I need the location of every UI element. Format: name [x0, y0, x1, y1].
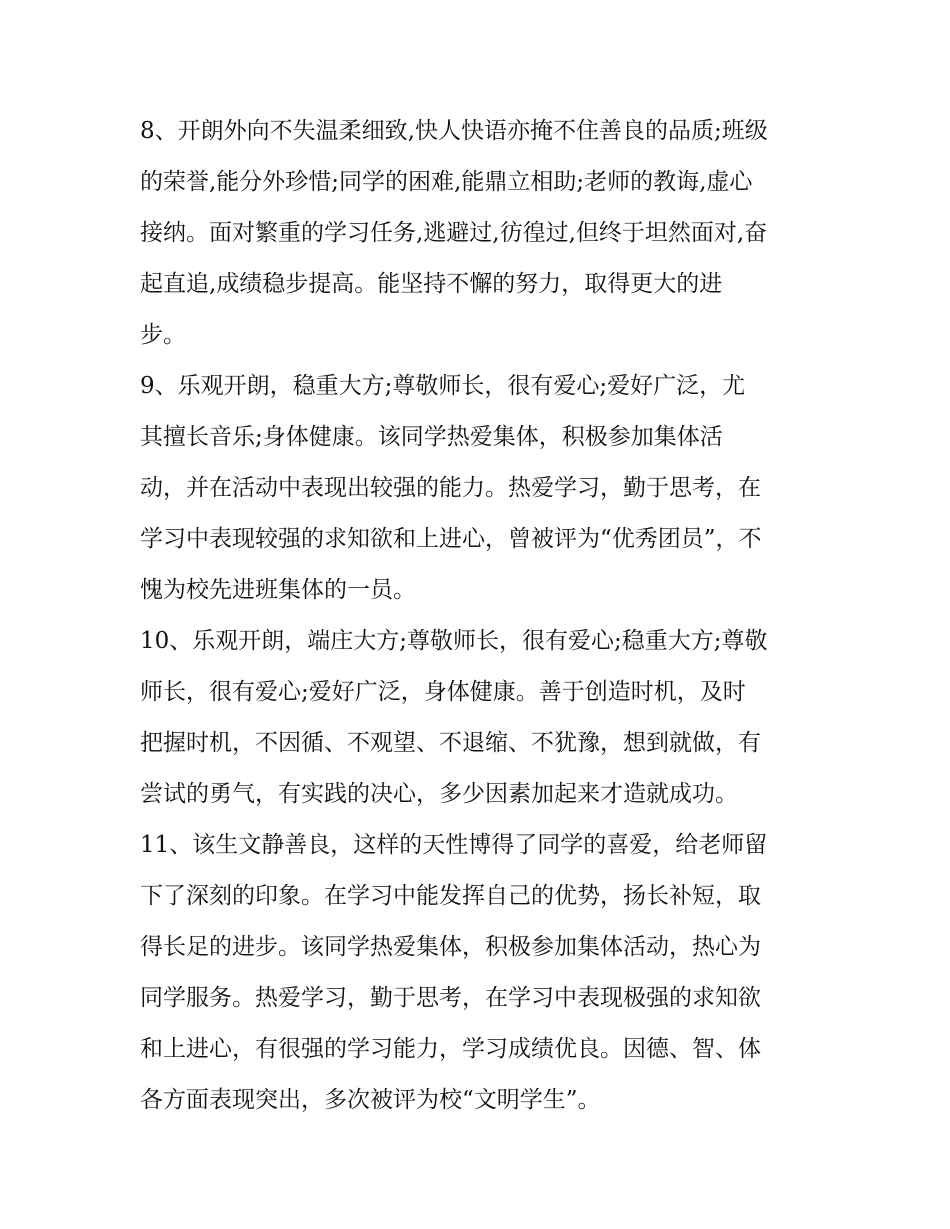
text-line: 9、乐观开朗，稳重大方;尊敬师长，很有爱心;爱好广泛，尤 — [140, 373, 746, 399]
text-line: 动，并在活动中表现出较强的能力。热爱学习，勤于思考，在 — [140, 475, 761, 501]
text-line: 接纳。面对繁重的学习任务,逃避过,彷徨过,但终于坦然面对,奋 — [140, 220, 768, 246]
text-line: 学习中表现较强的求知欲和上进心，曾被评为“优秀团员”，不 — [140, 526, 762, 552]
text-line: 其擅长音乐;身体健康。该同学热爱集体，积极参加集体活 — [140, 424, 723, 450]
text-line: 起直追,成绩稳步提高。能坚持不懈的努力，取得更大的进 — [140, 271, 723, 297]
text-line: 各方面表现突出，多次被评为校“文明学生”。 — [140, 1087, 601, 1113]
text-line: 10、乐观开朗，端庄大方;尊敬师长，很有爱心;稳重大方;尊敬 — [140, 628, 768, 654]
text-line: 11、该生文静善良，这样的天性博得了同学的喜爱，给老师留 — [140, 832, 768, 858]
text-line: 把握时机，不因循、不观望、不退缩、不犹豫，想到就做，有 — [140, 730, 761, 756]
text-line: 8、开朗外向不失温柔细致,快人快语亦掩不住善良的品质;班级 — [140, 118, 768, 144]
text-line: 师长，很有爱心;爱好广泛，身体健康。善于创造时机，及时 — [140, 679, 746, 705]
text-line: 的荣誉,能分外珍惜;同学的困难,能鼎立相助;老师的教诲,虚心 — [140, 169, 753, 195]
text-line: 同学服务。热爱学习，勤于思考，在学习中表现极强的求知欲 — [140, 985, 761, 1011]
text-line: 下了深刻的印象。在学习中能发挥自己的优势，扬长补短，取 — [140, 883, 761, 909]
text-line: 和上进心，有很强的学习能力，学习成绩优良。因德、智、体 — [140, 1036, 761, 1062]
document-body — [140, 106, 815, 1126]
text-line: 得长足的进步。该同学热爱集体，积极参加集体活动，热心为 — [140, 934, 761, 960]
text-line: 愧为校先进班集体的一员。 — [140, 577, 416, 603]
text-line: 尝试的勇气，有实践的决心，多少因素加起来才造就成功。 — [140, 781, 738, 807]
text-line: 步。 — [140, 322, 186, 348]
